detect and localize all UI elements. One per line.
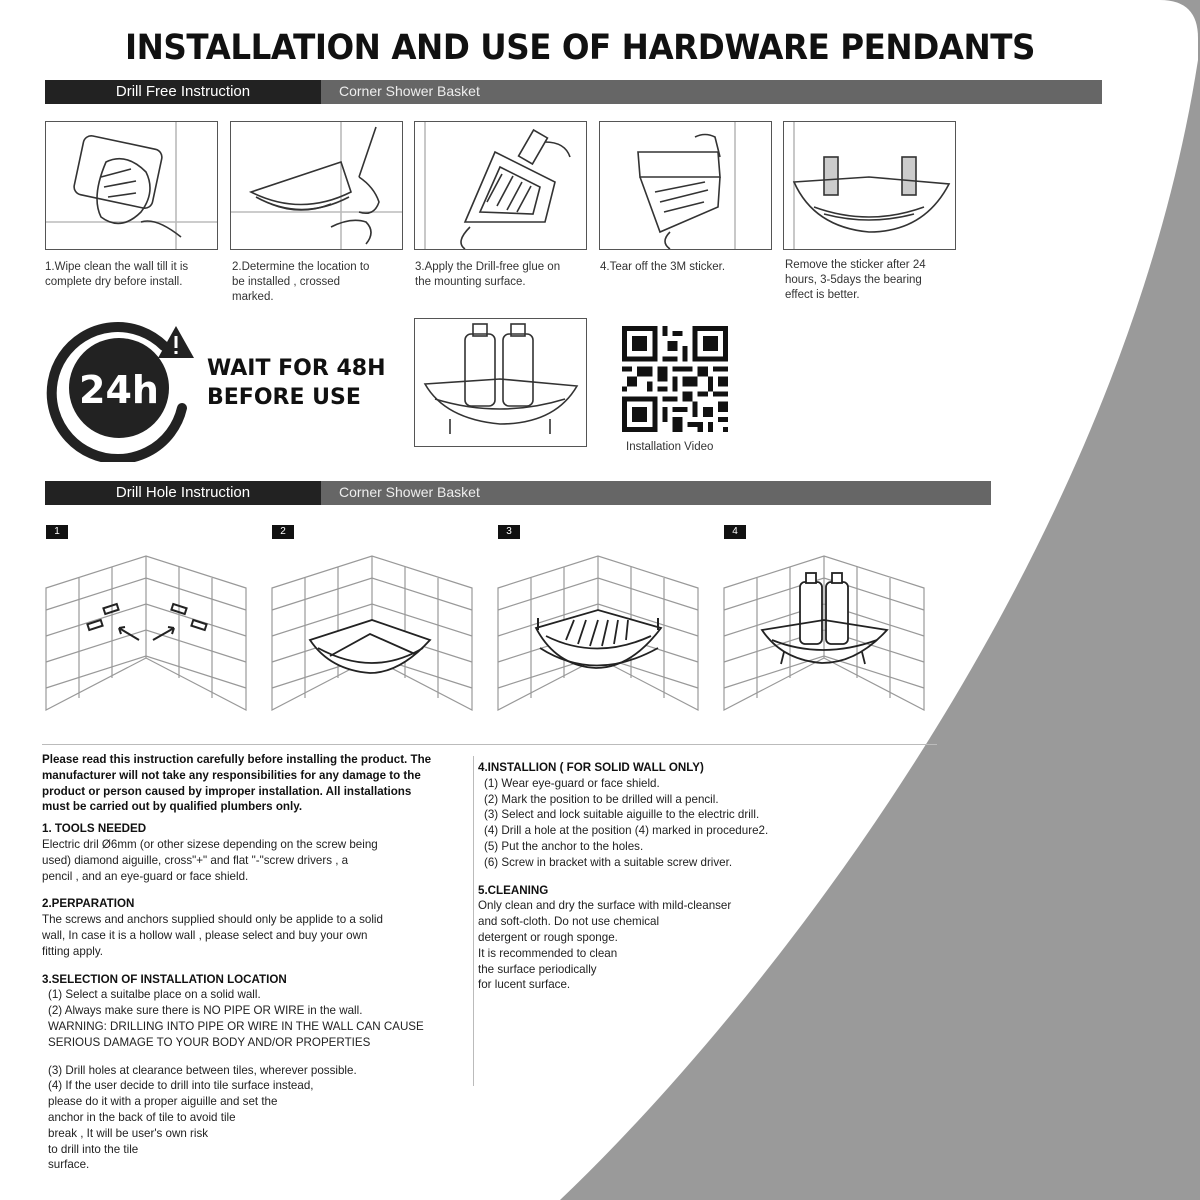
section-product: Corner Shower Basket <box>321 80 1102 104</box>
finished-basket-image <box>414 318 587 447</box>
drill-step-1-image <box>44 548 248 714</box>
cleaning-text: Only clean and dry the surface with mild-cleanser and soft-cloth. Do not use chemical detergent or rough sponge. It is recommended to clean the surface periodically for lucent surface. <box>478 899 732 992</box>
step-number-3: 3 <box>498 525 520 539</box>
step-number-1: 1 <box>46 525 68 539</box>
step-image-mark <box>230 121 403 250</box>
section-label: Drill Hole Instruction <box>45 481 321 505</box>
step-number-4: 4 <box>724 525 746 539</box>
tools-text: Electric dril Ø6mm (or other sizese depending on the screw being used) diamond aiguille, cross"+" and flat "-"screw drivers , a pencil , and an eye-guard or face shield. <box>42 837 378 883</box>
step-caption-4: 4.Tear off the 3M sticker. <box>600 261 726 273</box>
wait-line-2: BEFORE USE <box>207 385 361 410</box>
section-heading-preparation: 2.PERPARATION <box>42 897 135 911</box>
instructions-left-column <box>42 752 462 1173</box>
wait-notice <box>207 354 386 412</box>
clock-badge-text: 24h <box>79 368 159 412</box>
step-caption-2: 2.Determine the location to be installed , crossed marked. <box>232 261 370 303</box>
instructions-right-column <box>478 760 878 993</box>
drill-step-4-image <box>722 548 926 714</box>
drill-step-2-image <box>270 548 474 714</box>
step-caption-1: 1.Wipe clean the wall till it is complete dry before install. <box>45 261 189 288</box>
qr-caption: Installation Video <box>626 441 714 453</box>
page-title: INSTALLATION AND USE OF HARDWARE PENDANTS <box>124 28 1035 68</box>
section-bar-drill-hole <box>45 481 991 505</box>
qr-code-icon[interactable] <box>622 326 728 432</box>
installation-text: (1) Wear eye-guard or face shield. (2) Mark the position to be drilled will a pencil. (3) Select and lock suitable aiguille to the electric drill. (4) Drill a hole at the position (4) marked in procedure2. (5) Put the anchor to the holes. (6) Screw in bracket with a suitable screw driver. <box>484 776 769 869</box>
section-bar-drill-free <box>45 80 1102 104</box>
section-label: Drill Free Instruction <box>45 80 321 104</box>
step-number-2: 2 <box>272 525 294 539</box>
drill-step-3-image <box>496 548 700 714</box>
section-heading-cleaning: 5.CLEANING <box>478 883 549 897</box>
location-text-b: (3) Drill holes at clearance between tiles, wherever possible. (4) If the user decide to drill into tile surface instead, please do it with a proper aiguille and set the anchor in the back of tile to avoid tile break , It will be user's own risk to drill into the tile surface. <box>48 1063 357 1172</box>
preparation-text: The screws and anchors supplied should only be applide to a solid wall, In case it is a hollow wall , please select and buy your own fitting apply. <box>42 913 383 958</box>
section-heading-installation: 4.INSTALLION ( FOR SOLID WALL ONLY) <box>478 761 704 774</box>
step-caption-3: 3.Apply the Drill-free glue on the mounting surface. <box>415 261 561 288</box>
step-caption-5: Remove the sticker after 24 hours, 3-5days the bearing effect is better. <box>785 259 926 301</box>
warning-intro: Please read this instruction carefully before installing the product. The manufacturer will not take any responsibilities for any damage to the product or person caused by improper installation. All installations must be carried out by qualified plumbers only. <box>42 753 432 814</box>
section-product: Corner Shower Basket <box>321 481 991 505</box>
column-divider <box>473 756 474 1086</box>
wait-line-1: WAIT FOR 48H <box>207 356 386 381</box>
step-image-sticker <box>599 121 772 250</box>
section-heading-location: 3.SELECTION OF INSTALLATION LOCATION <box>42 972 287 986</box>
location-text-a: (1) Select a suitalbe place on a solid wall. (2) Always make sure there is NO PIPE OR WIRE in the wall. WARNING: DRILLING INTO PIPE OR WIRE IN THE WALL CAN CAUSE SERIOUS DAMAGE TO YOUR BODY AND/OR PROPERTIES <box>48 988 424 1049</box>
clock-24h-icon <box>44 312 196 462</box>
divider <box>42 744 937 745</box>
section-heading-tools: 1. TOOLS NEEDED <box>42 822 147 836</box>
step-image-wipe <box>45 121 218 250</box>
step-image-remove <box>783 121 956 250</box>
step-image-glue <box>414 121 587 250</box>
